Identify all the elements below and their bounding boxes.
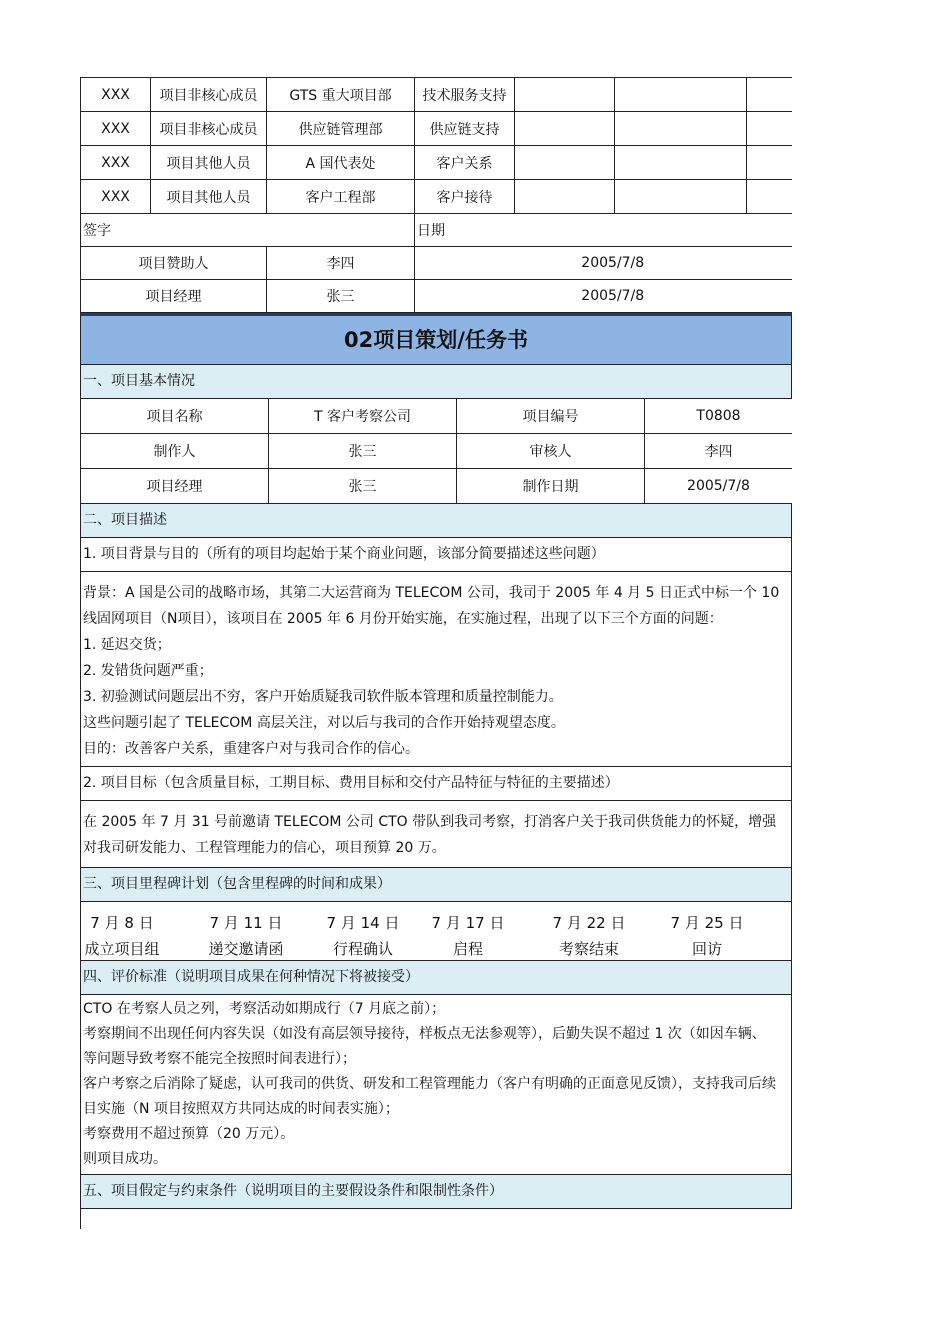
milestone-event: 成立项目组 bbox=[84, 940, 160, 958]
milestone-timeline bbox=[80, 902, 792, 961]
empty-cell bbox=[747, 112, 793, 146]
info-row bbox=[81, 434, 793, 469]
sign-row bbox=[81, 280, 793, 313]
sign-header-row bbox=[81, 214, 793, 247]
sign-row bbox=[81, 247, 793, 280]
info-row bbox=[81, 469, 793, 504]
info-label: 制作日期 bbox=[457, 469, 645, 504]
text-line: 这些问题引起了 TELECOM 高层关注，对以后与我司的合作开始持观望态度。 bbox=[83, 715, 565, 731]
empty-cell bbox=[515, 180, 615, 214]
team-row bbox=[81, 112, 793, 146]
section-heading-description: 二、项目描述 bbox=[80, 504, 792, 538]
text-line: 则项目成功。 bbox=[83, 1151, 167, 1167]
text-line: 1. 延迟交货； bbox=[83, 637, 171, 653]
member-duty: 客户关系 bbox=[415, 146, 515, 180]
member-name: XXX bbox=[81, 146, 151, 180]
milestone bbox=[191, 910, 301, 962]
empty-cell bbox=[747, 146, 793, 180]
empty-cell bbox=[615, 146, 747, 180]
text-line: 2. 发错货问题严重； bbox=[83, 663, 213, 679]
text-line: 3. 初验测试问题层出不穷，客户开始质疑我司软件版本管理和质量控制能力。 bbox=[83, 689, 563, 705]
milestone-date: 7 月 11 日 bbox=[209, 914, 283, 932]
criteria-text bbox=[80, 995, 792, 1175]
sign-role: 项目经理 bbox=[81, 280, 267, 313]
member-dept: 供应链管理部 bbox=[267, 112, 415, 146]
member-role: 项目其他人员 bbox=[151, 180, 267, 214]
empty-cell bbox=[615, 180, 747, 214]
milestone-date: 7 月 22 日 bbox=[552, 914, 626, 932]
document bbox=[80, 77, 792, 1229]
text-line: 考察期间不出现任何内容失误（如没有高层领导接待，样板点无法参观等），后勤失误不超过 1 次（如因车辆、 bbox=[83, 1026, 766, 1042]
milestone-event: 行程确认 bbox=[332, 940, 393, 958]
info-label: 项目经理 bbox=[81, 469, 269, 504]
empty-cell bbox=[615, 78, 747, 112]
text-line: 在 2005 年 7 月 31 号前邀请 TELECOM 公司 CTO 带队到我司考察，打消客户关于我司供货能力的怀疑，增强 bbox=[83, 814, 777, 830]
info-label: 审核人 bbox=[457, 434, 645, 469]
info-row bbox=[81, 399, 793, 434]
sign-date: 2005/7/8 bbox=[415, 280, 793, 313]
info-value: 张三 bbox=[269, 434, 457, 469]
subsection-background: 1. 项目背景与目的（所有的项目均起始于某个商业问题，该部分简要描述这些问题） bbox=[80, 538, 792, 572]
subsection-goals: 2. 项目目标（包含质量目标，工期目标、费用目标和交付产品特征与特征的主要描述） bbox=[80, 767, 792, 801]
empty-cell bbox=[747, 180, 793, 214]
empty-cell bbox=[615, 112, 747, 146]
info-value: T0808 bbox=[645, 399, 793, 434]
sign-date: 2005/7/8 bbox=[415, 247, 793, 280]
section-heading-assumptions: 五、项目假定与约束条件（说明项目的主要假设条件和限制性条件） bbox=[80, 1175, 792, 1209]
member-role: 项目其他人员 bbox=[151, 146, 267, 180]
background-text bbox=[80, 572, 792, 767]
milestone bbox=[313, 910, 413, 962]
milestone-event: 递交邀请函 bbox=[208, 940, 284, 958]
section-heading-basic-info: 一、项目基本情况 bbox=[80, 365, 792, 399]
milestone-date: 7 月 17 日 bbox=[431, 914, 505, 932]
text-line: CTO 在考察人员之列，考察活动如期成行（7 月底之前）； bbox=[83, 1001, 446, 1017]
empty-cell bbox=[515, 112, 615, 146]
member-duty: 客户接待 bbox=[415, 180, 515, 214]
info-value: 2005/7/8 bbox=[645, 469, 793, 504]
milestone bbox=[537, 910, 641, 962]
section-heading-criteria: 四、评价标准（说明项目成果在何种情况下将被接受） bbox=[80, 961, 792, 995]
empty-cell bbox=[747, 78, 793, 112]
text-line: 目实施（N 项目按照双方共同达成的时间表实施）； bbox=[83, 1101, 399, 1117]
empty-cell bbox=[515, 146, 615, 180]
member-dept: 客户工程部 bbox=[267, 180, 415, 214]
member-duty: 供应链支持 bbox=[415, 112, 515, 146]
info-label: 制作人 bbox=[81, 434, 269, 469]
basic-info-table bbox=[80, 398, 792, 504]
member-role: 项目非核心成员 bbox=[151, 112, 267, 146]
text-line: 目的：改善客户关系，重建客户对与我司合作的信心。 bbox=[83, 741, 419, 757]
section-continuation bbox=[80, 1209, 792, 1229]
info-label: 项目编号 bbox=[457, 399, 645, 434]
info-value: 李四 bbox=[645, 434, 793, 469]
member-duty: 技术服务支持 bbox=[415, 78, 515, 112]
team-row bbox=[81, 180, 793, 214]
info-value: 张三 bbox=[269, 469, 457, 504]
milestone-event: 考察结束 bbox=[558, 940, 619, 958]
sign-name: 张三 bbox=[267, 280, 415, 313]
member-name: XXX bbox=[81, 78, 151, 112]
milestone-event: 启程 bbox=[452, 940, 483, 958]
sign-role: 项目赞助人 bbox=[81, 247, 267, 280]
text-line: 对我司研发能力、工程管理能力的信心，项目预算 20 万。 bbox=[83, 840, 446, 856]
milestone-event: 回访 bbox=[691, 940, 722, 958]
section-heading-milestones: 三、项目里程碑计划（包含里程碑的时间和成果） bbox=[80, 868, 792, 902]
milestone-date: 7 月 8 日 bbox=[90, 914, 154, 932]
team-table bbox=[80, 77, 792, 313]
text-line: 客户考察之后消除了疑虑，认可我司的供货、研发和工程管理能力（客户有明确的正面意见反馈），支持我司后续 bbox=[83, 1076, 776, 1092]
milestone-date: 7 月 14 日 bbox=[326, 914, 400, 932]
sign-label: 签字 bbox=[81, 214, 415, 247]
member-name: XXX bbox=[81, 180, 151, 214]
date-label: 日期 bbox=[415, 214, 793, 247]
text-line: 等问题导致考察不能完全按照时间表进行）； bbox=[83, 1051, 356, 1067]
text-line: 背景：A 国是公司的战略市场，其第二大运营商为 TELECOM 公司，我司于 2005 年 4 月 5 日正式中标一个 10 bbox=[83, 585, 780, 601]
sign-name: 李四 bbox=[267, 247, 415, 280]
member-dept: GTS 重大项目部 bbox=[267, 78, 415, 112]
member-name: XXX bbox=[81, 112, 151, 146]
member-role: 项目非核心成员 bbox=[151, 78, 267, 112]
member-dept: A 国代表处 bbox=[267, 146, 415, 180]
doc-title: 02项目策划/任务书 bbox=[80, 313, 792, 365]
milestone bbox=[81, 910, 163, 962]
info-label: 项目名称 bbox=[81, 399, 269, 434]
milestone-date: 7 月 25 日 bbox=[670, 914, 744, 932]
goals-text bbox=[80, 801, 792, 868]
text-line: 考察费用不超过预算（20 万元）。 bbox=[83, 1126, 295, 1142]
milestone bbox=[421, 910, 515, 962]
info-value: T 客户考察公司 bbox=[269, 399, 457, 434]
empty-cell bbox=[515, 78, 615, 112]
milestone bbox=[657, 910, 757, 962]
team-row bbox=[81, 78, 793, 112]
team-row bbox=[81, 146, 793, 180]
text-line: 线固网项目（N项目），该项目在 2005 年 6 月份开始实施，在实施过程，出现了以下三个方面的问题： bbox=[83, 611, 723, 627]
